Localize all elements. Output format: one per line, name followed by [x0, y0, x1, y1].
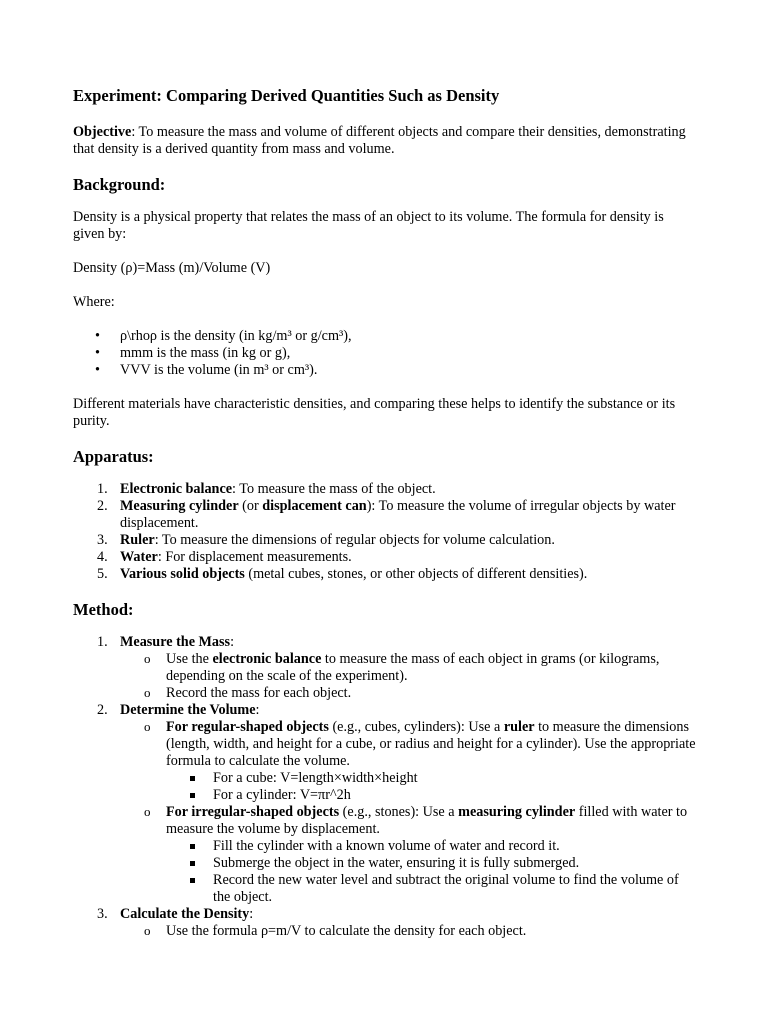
background-closing: Different materials have characteristic densities, and comparing these helps to identify the substance or its purity.: [73, 396, 676, 429]
item-text: : For displacement measurements.: [157, 549, 352, 565]
item-term: Electronic balance: [120, 481, 233, 497]
list-item: Submerge the object in the water, ensuring it is fully submerged.: [166, 855, 698, 872]
step-title: Measure the Mass: [120, 634, 231, 650]
item-text: (metal cubes, stones, or other objects of different densities).: [244, 566, 588, 582]
sub-list: [120, 719, 698, 906]
step-colon: :: [230, 634, 235, 650]
apparatus-heading: Apparatus:: [73, 447, 154, 466]
item-text: (e.g., cubes, cylinders): Use a: [328, 719, 504, 735]
displacement-steps: [166, 838, 698, 906]
step-colon: :: [255, 702, 260, 718]
list-item: [73, 906, 698, 940]
item-number: 3.: [97, 906, 108, 922]
list-item: [120, 651, 698, 685]
list-item: [73, 634, 698, 702]
list-item: Fill the cylinder with a known volume of water and record it.: [166, 838, 698, 855]
list-item: [120, 804, 698, 906]
item-term: Measuring cylinder: [120, 498, 239, 514]
list-item: • ρ\rhoρ is the density (in kg/m³ or g/cm³),: [73, 328, 698, 345]
item-number: 2.: [97, 498, 108, 514]
item-text: : To measure the dimensions of regular objects for volume calculation.: [154, 532, 555, 548]
item-number: 2.: [97, 702, 108, 718]
item-term: For regular-shaped objects: [166, 719, 329, 735]
list-item: o Record the mass for each object.: [120, 685, 698, 702]
item-text: filled with water to measure the volume by displacement.: [166, 804, 688, 837]
item-term: Ruler: [120, 532, 155, 548]
objective-label: Objective: [73, 124, 132, 140]
list-item: For a cube: V=length×width×height: [166, 770, 698, 787]
apparatus-list: [73, 481, 698, 583]
list-item: Record the new water level and subtract the original volume to find the volume of the object.: [166, 872, 698, 906]
objective-text: : To measure the mass and volume of different objects and compare their densities, demonstrating that density is a derived quantity from mass and volume.: [73, 124, 686, 157]
item-text: to measure the mass of each object in grams (or kilograms, depending on the scale of the experiment).: [166, 651, 660, 684]
item-text: ): To measure the volume of irregular objects by water displacement.: [120, 498, 676, 531]
list-item: [73, 498, 698, 532]
list-item: [73, 702, 698, 906]
objective-paragraph: [73, 124, 698, 158]
item-term: displacement can: [262, 498, 367, 514]
step-title: Determine the Volume: [120, 702, 256, 718]
formula-list: [166, 770, 698, 804]
item-text: (or: [238, 498, 263, 514]
method-list: [73, 634, 698, 940]
item-number: 4.: [97, 549, 108, 565]
item-term: Various solid objects: [120, 566, 245, 582]
item-text: to measure the dimensions (length, width, and height for a cube, or radius and height for a cylinder). Use the appropriate formula to calculate the volume.: [166, 719, 696, 769]
item-number: 1.: [97, 634, 108, 650]
list-item: [73, 481, 698, 498]
list-item: [120, 719, 698, 804]
list-item: o Use the formula ρ=m/V to calculate the density for each object.: [120, 923, 698, 940]
list-item: [73, 566, 698, 583]
where-label: Where:: [73, 294, 115, 310]
item-term: For irregular-shaped objects: [166, 804, 340, 820]
item-term: measuring cylinder: [458, 804, 576, 820]
list-item: [73, 532, 698, 549]
item-number: 5.: [97, 566, 108, 582]
item-text: (e.g., stones): Use a: [339, 804, 459, 820]
step-title: Calculate the Density: [120, 906, 250, 922]
document-title: Experiment: Comparing Derived Quantities Such as Density: [73, 86, 500, 105]
item-text: : To measure the mass of the object.: [232, 481, 436, 497]
item-term: ruler: [503, 719, 535, 735]
item-text: Use the: [166, 651, 213, 667]
sub-list: [120, 651, 698, 702]
item-number: 1.: [97, 481, 108, 497]
method-heading: Method:: [73, 600, 134, 619]
item-term: electronic balance: [212, 651, 322, 667]
list-item: • mmm is the mass (in kg or g),: [73, 345, 698, 362]
density-formula: Density (ρ)=Mass (m)/Volume (V): [73, 260, 271, 276]
list-item: [73, 549, 698, 566]
background-heading: Background:: [73, 175, 166, 194]
step-colon: :: [249, 906, 254, 922]
variable-list: [73, 328, 698, 379]
list-item: • VVV is the volume (in m³ or cm³).: [73, 362, 698, 379]
list-item: For a cylinder: V=πr^2h: [166, 787, 698, 804]
background-intro: Density is a physical property that relates the mass of an object to its volume. The formula for density is given by:: [73, 209, 664, 242]
item-number: 3.: [97, 532, 108, 548]
item-term: Water: [120, 549, 158, 565]
document-page: [73, 86, 698, 957]
sub-list: [120, 923, 698, 940]
